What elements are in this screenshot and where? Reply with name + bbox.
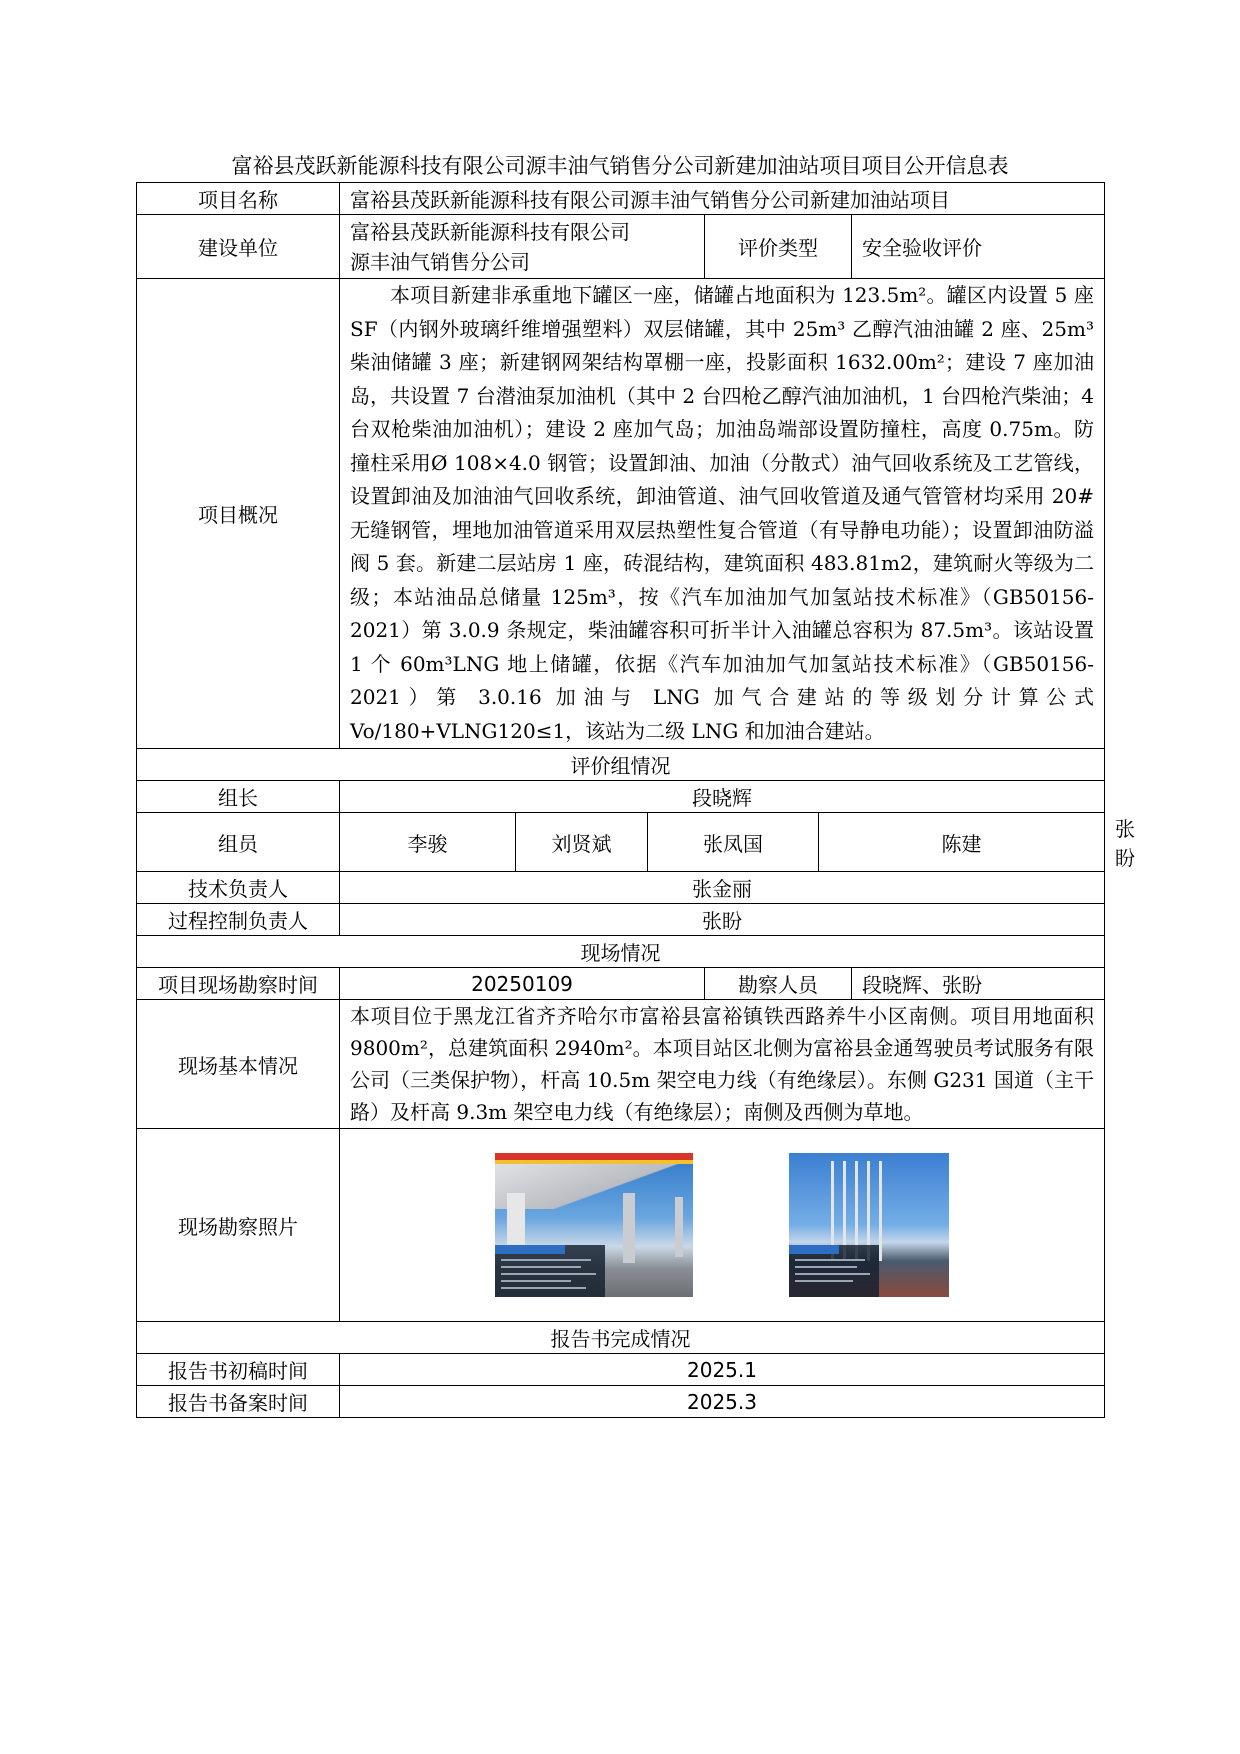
eval-group-header: 评价组情况 [137, 749, 1105, 781]
info-table [136, 182, 1135, 1418]
row-tech-lead [137, 872, 1105, 904]
row-process-lead [137, 904, 1105, 936]
row-site-photos [137, 1129, 1105, 1322]
members-label: 组员 [137, 813, 340, 872]
row-report-draft [137, 1354, 1105, 1386]
row-overview [137, 279, 1105, 749]
page-title: 富裕县茂跃新能源科技有限公司源丰油气销售分公司新建加油站项目项目公开信息表 [231, 154, 1009, 178]
overlay-line [795, 1259, 865, 1261]
row-survey-time [137, 968, 1105, 1000]
overlay-line [501, 1280, 571, 1282]
process-lead-label: 过程控制负责人 [137, 904, 340, 936]
survey-time-value: 20250109 [340, 968, 705, 1000]
construction-unit-label: 建设单位 [137, 215, 340, 279]
overlay-line [795, 1266, 857, 1268]
canopy-column [675, 1197, 683, 1257]
photo-watermark-overlay [495, 1245, 605, 1297]
site-photo-cell [340, 1129, 1105, 1322]
canopy-yellow-edge [495, 1160, 693, 1164]
site-basic-label: 现场基本情况 [137, 1000, 340, 1129]
construction-unit-line1: 富裕县茂跃新能源科技有限公司 [350, 219, 630, 244]
site-photo-vent-pipes [789, 1153, 949, 1297]
overlay-line [795, 1280, 853, 1282]
leader-value: 段晓辉 [340, 781, 1105, 813]
tech-lead-label: 技术负责人 [137, 872, 340, 904]
row-report-header [137, 1322, 1105, 1354]
tower-shape [507, 1193, 525, 1253]
row-site-header [137, 936, 1105, 968]
member-1: 李骏 [340, 813, 516, 872]
overview-text: 本项目新建非承重地下罐区一座，储罐占地面积为 123.5m²。罐区内设置 5 座 SF（内钢外玻璃纤维增强塑料）双层储罐，其中 25m³ 乙醇汽油油罐 2 座、25m³ 柴油储罐 3 座；新建钢网架结构罩棚一座，投影面积 1632.00m²；建设 7 座加油岛，共设置 7 台潜油泵加油机（其中 2 台四枪乙醇汽油加油机，1 台四枪汽柴油；4 台双枪柴油加油机）；建设 2 座加气岛；加油岛端部设置防撞柱，高度 0.75m。防撞柱采用Ø 108×4.0 钢管；设置卸油、加油（分散式）油气回收系统及工艺管线，设置卸油及加油油气回收系统，卸油管道、油气回收管道及通气管管材均采用 20#无缝钢管，埋地加油管道采用双层热塑性复合管道（有导静电功能）；设置卸油防溢阀 5 套。新建二层站房 1 座，砖混结构，建筑面积 483.81m2，建筑耐火等级为二级；本站油品总储量 125m³，按《汽车加油加气加氢站技术标准》（GB50156-2021）第 3.0.9 条规定，柴油罐容积可折半计入油罐总容积为 87.5m³。该站设置 1 个 60m³LNG 地上储罐，依据《汽车加油加气加氢站技术标准》（GB50156-2021）第 3.0.16 加油与 LNG 加气合建站的等级划分计算公式 Vo/180+VLNG120≤1，该站为二级 LNG 和加油合建站。 [340, 279, 1105, 749]
overlay-line [501, 1287, 586, 1289]
overlay-bar [495, 1245, 565, 1254]
canopy-red-edge [495, 1153, 693, 1160]
member-2: 刘贤斌 [516, 813, 648, 872]
row-project-name [137, 183, 1105, 215]
construction-unit-value [340, 215, 705, 279]
row-eval-group-header [137, 749, 1105, 781]
tech-lead-value: 张金丽 [340, 872, 1105, 904]
row-report-filing [137, 1386, 1105, 1418]
report-filing-label: 报告书备案时间 [137, 1386, 340, 1418]
member-3: 张凤国 [648, 813, 819, 872]
surveyor-value: 段晓辉、张盼 [852, 968, 1105, 1000]
vent-pipe [879, 1161, 882, 1261]
report-filing-value: 2025.3 [340, 1386, 1105, 1418]
overlay-line [501, 1259, 591, 1261]
survey-time-label: 项目现场勘察时间 [137, 968, 340, 1000]
leader-label: 组长 [137, 781, 340, 813]
canopy-column [623, 1193, 635, 1263]
surveyor-label: 勘察人员 [705, 968, 852, 1000]
row-members: 组员 李骏 刘贤斌 张凤国 陈建 张盼 [137, 813, 1105, 872]
eval-type-label: 评价类型 [705, 215, 852, 279]
site-basic-text: 本项目位于黑龙江省齐齐哈尔市富裕县富裕镇铁西路养牛小区南侧。项目用地面积 9800m²，总建筑面积 2940m²。本项目站区北侧为富裕县金通驾驶员考试服务有限公司（三类保护物），杆高 10.5m 架空电力线（有绝缘层）。东侧 G231 国道（主干路）及杆高 9.3m 架空电力线（有绝缘层）；南侧及西侧为草地。 [340, 1000, 1105, 1129]
report-header: 报告书完成情况 [137, 1322, 1105, 1354]
overlay-line [501, 1266, 581, 1268]
row-construction-unit [137, 215, 1105, 279]
site-photo-label: 现场勘察照片 [137, 1129, 340, 1322]
overlay-bar [789, 1245, 839, 1254]
project-name-label: 项目名称 [137, 183, 340, 215]
row-site-basic [137, 1000, 1105, 1129]
member-4: 陈建 [819, 813, 1105, 872]
report-draft-value: 2025.1 [340, 1354, 1105, 1386]
eval-type-value: 安全验收评价 [852, 215, 1105, 279]
overlay-line [795, 1273, 870, 1275]
project-name-value: 富裕县茂跃新能源科技有限公司源丰油气销售分公司新建加油站项目 [340, 183, 1105, 215]
overlay-line [501, 1273, 596, 1275]
photo-group [350, 1153, 1094, 1297]
overview-label: 项目概况 [137, 279, 340, 749]
photo-watermark-overlay [789, 1245, 879, 1297]
report-draft-label: 报告书初稿时间 [137, 1354, 340, 1386]
site-header: 现场情况 [137, 936, 1105, 968]
site-photo-canopy [495, 1153, 693, 1297]
row-leader [137, 781, 1105, 813]
construction-unit-line2: 源丰油气销售分公司 [350, 249, 530, 274]
process-lead-value: 张盼 [340, 904, 1105, 936]
